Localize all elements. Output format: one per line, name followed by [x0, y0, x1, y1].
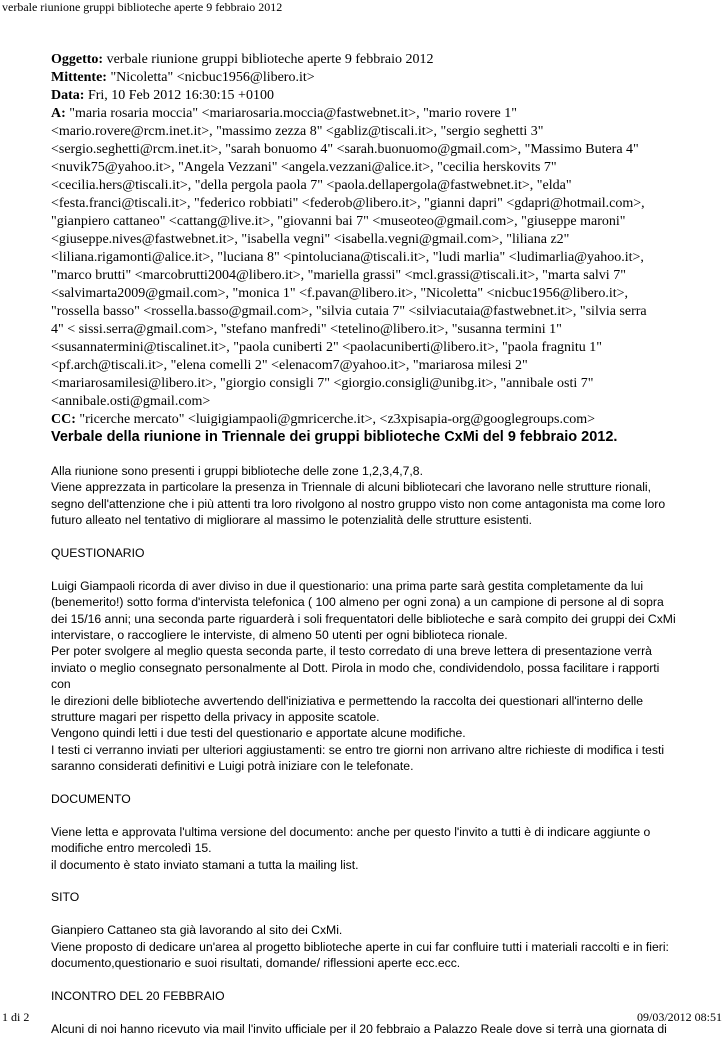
- to-line-text: <mario.rovere@rcm.inet.it>, "massimo zezza 8" <gabliz@tiscali.it>, "sergio seghetti 3": [51, 124, 544, 139]
- page-number: 1 di 2: [2, 1010, 30, 1024]
- cc-value: "ricerche mercato" <luigigiampaoli@gmricerche.it>, <z3xpisapia-org@googlegroups.com>: [79, 412, 595, 427]
- date-row: [51, 87, 691, 105]
- body-line: Alla riunione sono presenti i gruppi biblioteche delle zone 1,2,3,4,7,8.: [51, 464, 423, 478]
- from-value: "Nicoletta" <nicbuc1956@libero.it>: [110, 70, 315, 85]
- to-line: [51, 357, 691, 375]
- body-line: Luigi Giampaoli ricorda di aver diviso in due il questionario: una prima parte sarà gestita completamente da lui: [51, 578, 644, 593]
- body-line: Vengono quindi letti i due testi del questionario e apportate alcune modifiche.: [51, 726, 466, 741]
- subject-row: [51, 51, 691, 69]
- email-header: [51, 51, 691, 429]
- paragraph-gap: [51, 561, 681, 577]
- to-line: [51, 195, 691, 213]
- body-line: Viene letta e approvata l'ultima versione del documento: anche per questo l'invito a tutti è di indicare aggiunte o: [51, 824, 651, 839]
- body-line: Viene apprezzata in particolare la presenza in Triennale di alcuni bibliotecari che lavorano nelle strutture rionali,: [51, 480, 652, 495]
- document-title: Verbale della riunione in Triennale dei gruppi biblioteche CxMi del 9 febbraio 2012.: [51, 429, 618, 445]
- to-line-text: <sergio.seghetti@rcm.inet.it>, "sarah bonuomo 4" <sarah.buonuomo@gmail.com>, "Massimo Butera 4": [51, 142, 639, 157]
- section-heading: SITO: [51, 890, 80, 905]
- to-line: [51, 249, 691, 267]
- to-line: [51, 123, 691, 141]
- to-line-text: "marco brutti" <marcobrutti2004@libero.it>, "mariella grassi" <mcl.grassi@tiscali.it>, "marta salvi 7": [51, 268, 626, 283]
- body-line: Alcuni di noi hanno ricevuto via mail l'invito ufficiale per il 20 febbraio a Palazzo Reale dove si terrà una giornata di: [51, 1021, 667, 1036]
- to-line: [51, 303, 691, 321]
- to-line: [51, 375, 691, 393]
- to-line-text: <pf.arch@tiscali.it>, "elena comelli 2" <elenacom7@yahoo.it>, "mariarosa milesi 2": [51, 358, 528, 373]
- to-line-text: <nuvik75@yahoo.it>, "Angela Vezzani" <angela.vezzani@alice.it>, "cecilia herskovits 7": [51, 160, 557, 175]
- body-line: strutture magari per rispetto della privacy in apposite scatole.: [51, 710, 380, 725]
- to-line: [51, 339, 691, 357]
- to-line: [51, 141, 691, 159]
- to-line: [51, 267, 691, 285]
- to-line: [51, 177, 691, 195]
- body-line: Per poter svolgere al meglio questa seconda parte, il testo corredato di una breve lettera di presentazione verrà: [51, 644, 652, 659]
- from-row: [51, 69, 691, 87]
- paragraph-gap: [51, 972, 681, 988]
- to-line-text: <susannatermini@tiscalinet.it>, "paola cuniberti 2" <paolacuniberti@libero.it>, "paola fragnitu 1": [51, 340, 603, 355]
- body-line: Gianpiero Cattaneo sta già lavorando al sito dei CxMi.: [51, 923, 343, 938]
- to-line: [51, 105, 691, 123]
- body-line: dei 15/16 anni; una seconda parte riguarderà i soli frequentatori delle biblioteche e sarà compito dei gruppi dei CxMi: [51, 611, 676, 626]
- to-line: [51, 285, 691, 303]
- body-line: I testi ci verranno inviati per ulteriori aggiustamenti: se entro tre giorni non arrivano altre richieste di modifica i testi: [51, 742, 665, 757]
- cc-row: [51, 411, 691, 429]
- to-label: A:: [51, 106, 66, 121]
- body-line: saranno considerati definitivi e Luigi potrà iniziare con le telefonate.: [51, 759, 414, 774]
- cc-label: CC:: [51, 412, 76, 427]
- to-line-text: <annibale.osti@gmail.com>: [51, 394, 211, 409]
- to-line-text: <cecilia.hers@tiscali.it>, "della pergola paola 7" <paola.dellapergola@fastwebnet.it>, "elda": [51, 178, 572, 193]
- paragraph-gap: [51, 775, 681, 791]
- from-label: Mittente:: [51, 70, 107, 85]
- section-heading: DOCUMENTO: [51, 792, 131, 807]
- to-line-text: "rossella basso" <rossella.basso@gmail.com>, "silvia cutaia 7" <silviacutaia@fastwebnet.it>, "silvia serra: [51, 304, 647, 319]
- to-line: [51, 213, 691, 231]
- body-line: (benemerito!) sotto forma d'intervista telefonica ( 100 almeno per ogni zona) a un campione di persone al di sopra: [51, 595, 664, 610]
- paragraph-gap: [51, 906, 681, 922]
- section-heading: QUESTIONARIO: [51, 546, 145, 561]
- paragraph-gap: [51, 1004, 681, 1020]
- body-line: modifiche entro mercoledì 15.: [51, 841, 212, 856]
- to-line-text: 4" < sissi.serra@gmail.com>, "stefano manfredi" <tetelino@libero.it>, "susanna termini 1": [51, 322, 562, 337]
- to-line: [51, 321, 691, 339]
- to-line-text: "gianpiero cattaneo" <cattang@live.it>, "giovanni bai 7" <museoteo@gmail.com>, "giuseppe maroni": [51, 214, 626, 229]
- to-line: [51, 393, 691, 411]
- subject-label: Oggetto:: [51, 52, 104, 67]
- body-line: futuro alleato nel tentativo di migliorare al massimo le potenzialità delle strutture esistenti.: [51, 513, 532, 528]
- body-line: intervistare, o raccogliere le interviste, di almeno 50 utenti per ogni biblioteca rionale.: [51, 628, 508, 643]
- to-line: [51, 231, 691, 249]
- to-line-text: "maria rosaria moccia" <mariarosaria.moccia@fastwebnet.it>, "mario rovere 1": [69, 106, 517, 121]
- body-line: Viene proposto di dedicare un'area al progetto biblioteche aperte in cui far confluire tutti i materiali raccolti e in fieri:: [51, 939, 669, 954]
- body-line: inviato o meglio consegnato personalmente al Dott. Pirola in modo che, condividendolo, possa facilitare i rapporti con: [51, 660, 660, 692]
- to-line-text: <festa.franci@tiscali.it>, "federico robbiati" <federob@libero.it>, "gianni dapri" <gdapri@hotmail.com>,: [51, 196, 645, 211]
- body-line: le direzioni delle biblioteche avvertendo dell'iniziativa e permettendo la raccolta dei questionari all'interno delle: [51, 693, 644, 708]
- paragraph-gap: [51, 807, 681, 823]
- section-heading: INCONTRO DEL 20 FEBBRAIO: [51, 988, 225, 1003]
- document-body: [51, 463, 681, 1037]
- to-recipients: [51, 105, 691, 411]
- to-line-text: <giuseppe.nives@fastwebnet.it>, "isabella vegni" <isabella.vegni@gmail.com>, "liliana z2": [51, 232, 570, 247]
- paragraph-gap: [51, 529, 681, 545]
- date-value: Fri, 10 Feb 2012 16:30:15 +0100: [87, 88, 274, 103]
- body-line: segno dell'attenzione che i più attenti tra loro rivolgono al nostro gruppo visto non come antagonista ma come loro: [51, 496, 666, 511]
- subject-value: verbale riunione gruppi biblioteche aperte 9 febbraio 2012: [106, 52, 434, 67]
- print-timestamp: 09/03/2012 08:51: [636, 1010, 722, 1024]
- body-line: documento,questionario e suoi risultati, domande/ riflessioni aperte ecc.ecc.: [51, 956, 461, 971]
- to-line-text: <liliana.rigamonti@alice.it>, "luciana 8" <pintoluciana@tiscali.it>, "ludi marlia" <ludimarlia@yahoo.it>,: [51, 250, 644, 265]
- body-line: il documento è stato inviato stamani a tutta la mailing list.: [51, 857, 359, 872]
- print-header: verbale riunione gruppi biblioteche aperte 9 febbraio 2012: [2, 0, 283, 14]
- to-line-text: <mariarosamilesi@libero.it>, "giorgio consigli 7" <giorgio.consigli@unibg.it>, "annibale osti 7": [51, 376, 594, 391]
- to-line: [51, 159, 691, 177]
- date-label: Data:: [51, 88, 85, 103]
- paragraph-gap: [51, 873, 681, 889]
- to-line-text: <salvimarta2009@gmail.com>, "monica 1" <f.pavan@libero.it>, "Nicoletta" <nicbuc1956@libero.it>,: [51, 286, 629, 301]
